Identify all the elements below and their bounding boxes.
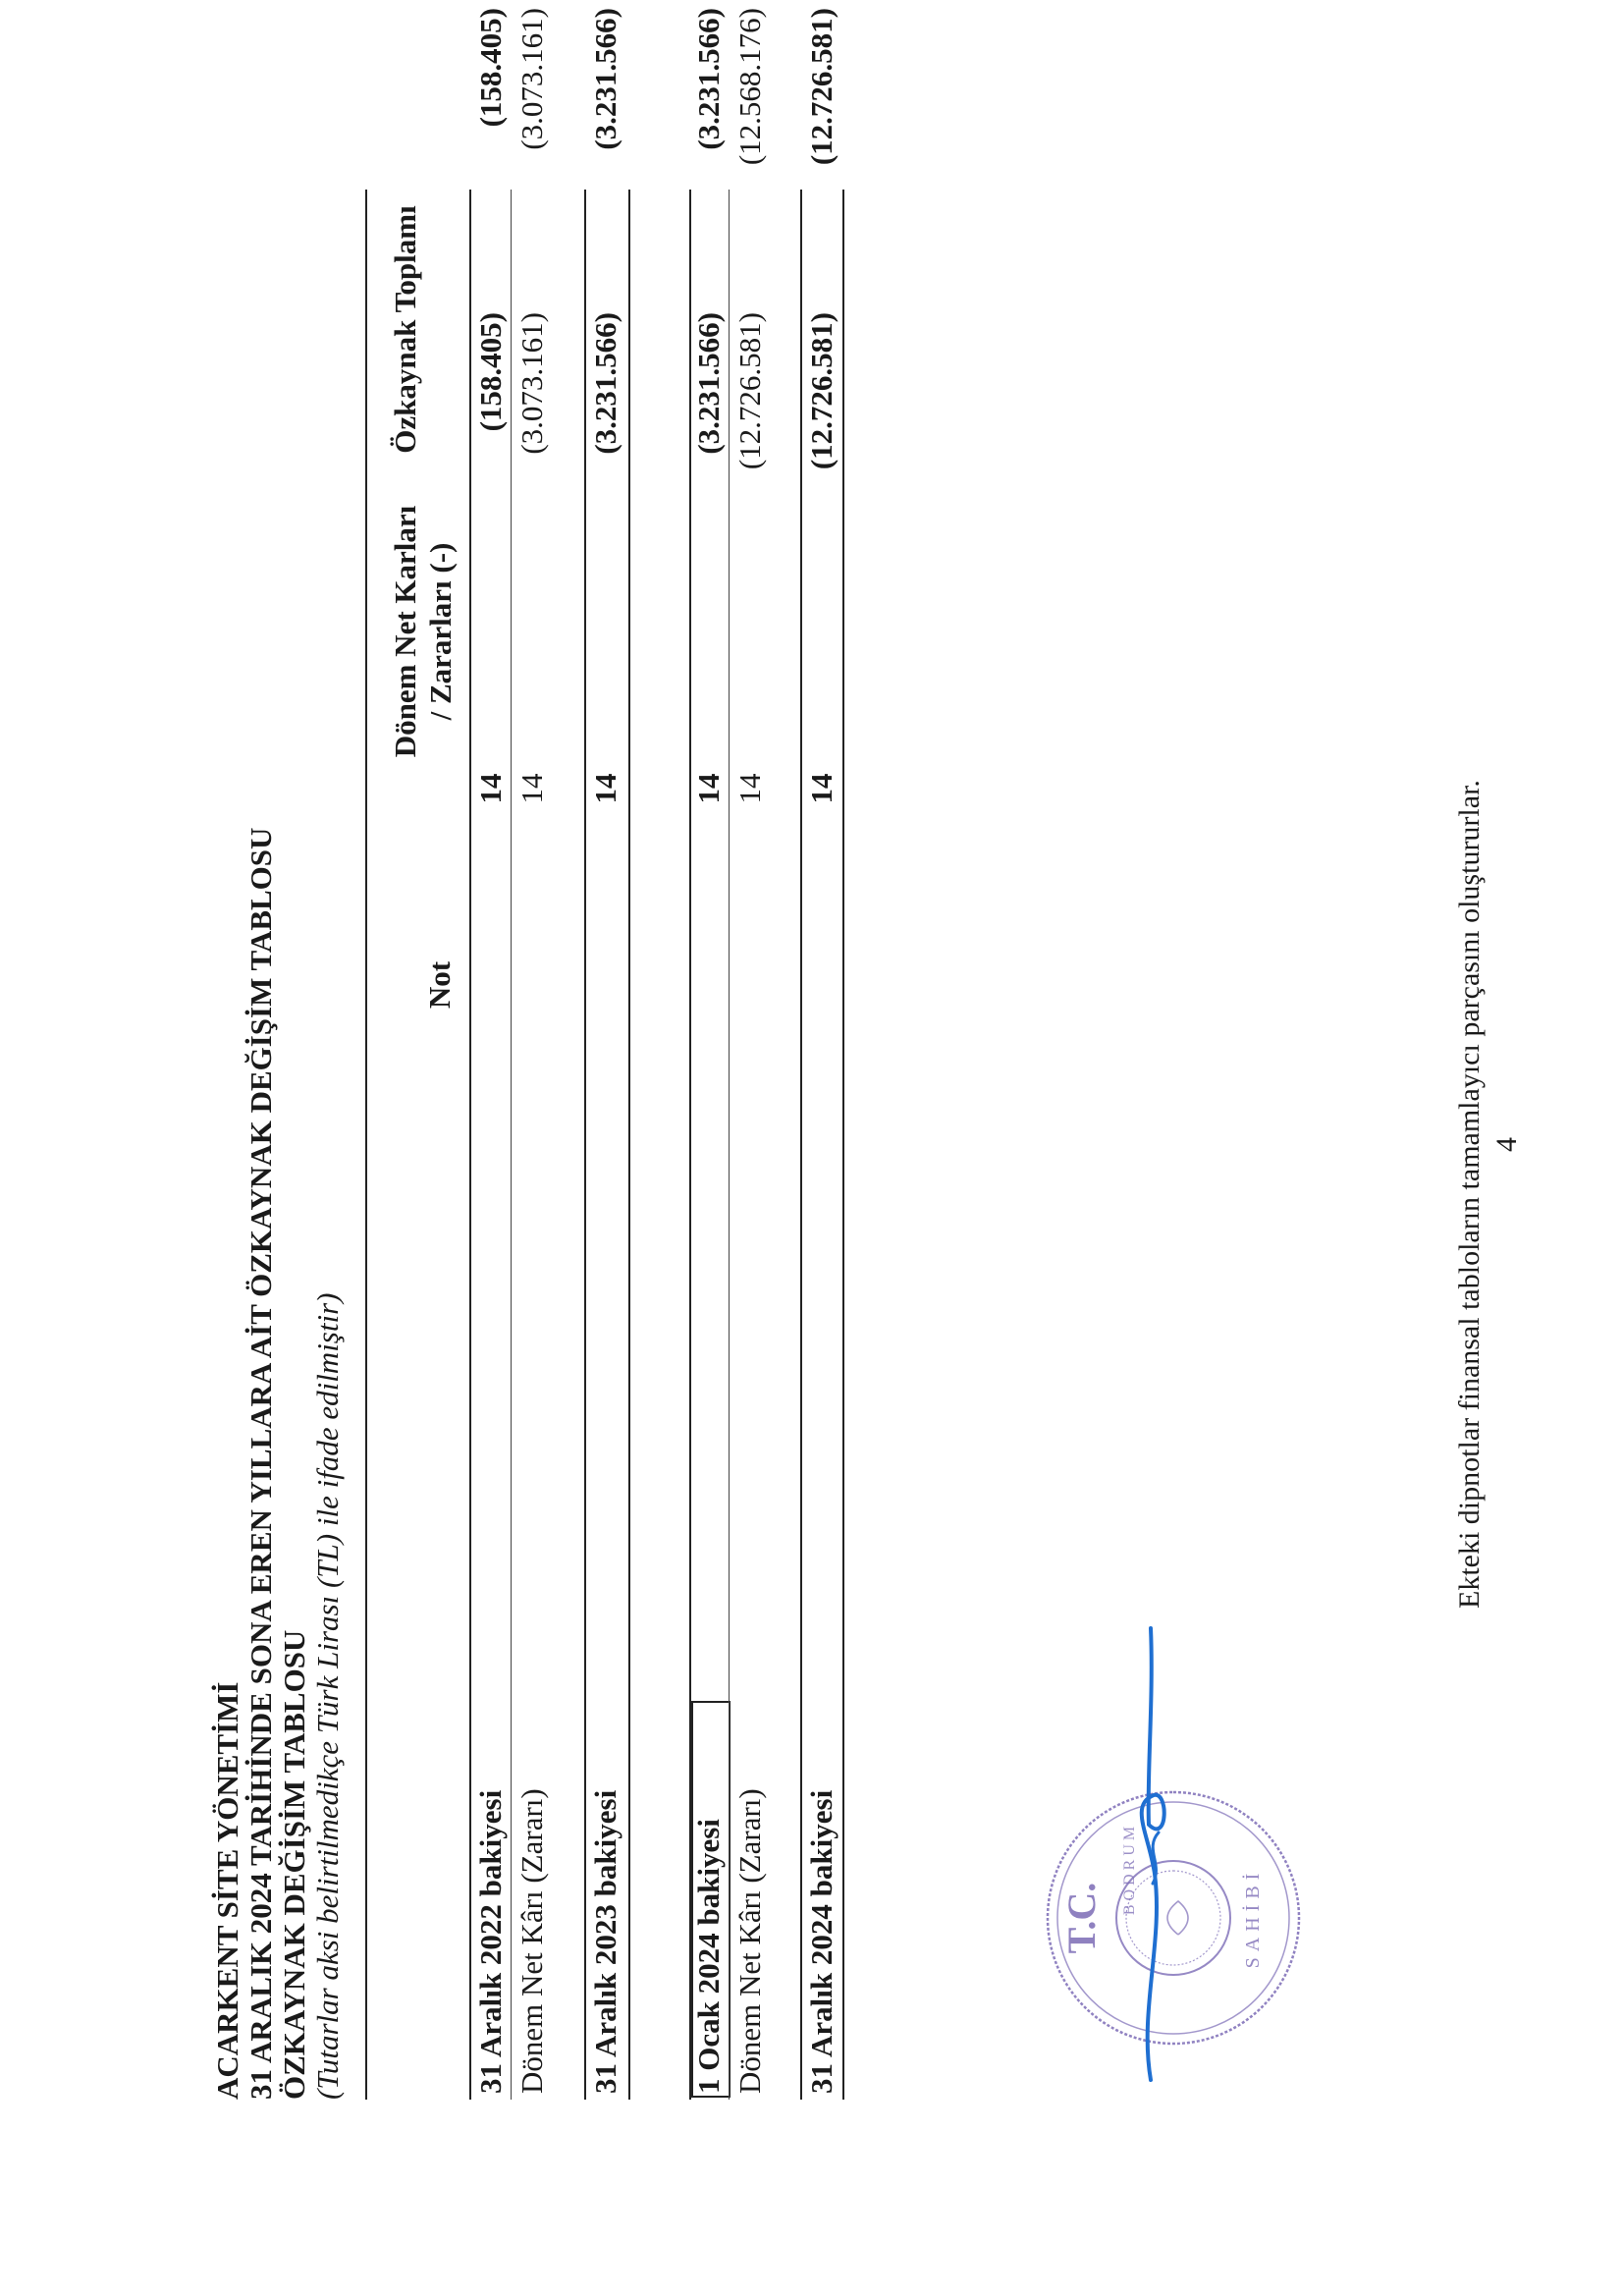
column-net-profit-line1: Dönem Net Karları <box>388 505 422 758</box>
seal-ring-bottom: SAHİBİ <box>1242 1867 1264 1969</box>
row-net: (3.073.161) <box>514 312 549 455</box>
table-row <box>586 8 625 2100</box>
row-label: Dönem Net Kârı (Zararı) <box>732 1788 767 2094</box>
table-row <box>471 8 511 2100</box>
seal-ring-top: BODRUM <box>1121 1822 1138 1916</box>
table-row <box>802 8 841 2100</box>
row-label: 31 Aralık 2023 bakiyesi <box>588 1789 622 2094</box>
row-net: (3.231.566) <box>691 312 726 455</box>
table-row <box>689 8 729 2100</box>
row-note: 14 <box>732 773 767 804</box>
table-row <box>513 8 552 2100</box>
section-rule <box>842 190 844 2100</box>
row-net: (12.726.581) <box>732 312 767 470</box>
table-row <box>730 8 770 2100</box>
row-note: 14 <box>514 773 549 804</box>
column-equity-total: Özkaynak Toplamı <box>388 205 422 454</box>
company-name: ACARKENT SİTE YÖNETİMİ <box>210 1681 244 2100</box>
row-note: 14 <box>691 773 726 804</box>
statement-title: 31 ARALIK 2024 TARİHİNDE SONA EREN YILLARA AİT ÖZKAYNAK DEĞİŞİM TABLOSU <box>243 827 278 2100</box>
statement-subtitle: ÖZKAYNAK DEĞİŞİM TABLOSU <box>277 1629 311 2100</box>
row-note: 14 <box>473 773 508 804</box>
row-note: 14 <box>588 773 622 804</box>
column-net-profit <box>388 489 459 774</box>
column-note: Not <box>422 960 457 1010</box>
row-total: (12.726.581) <box>804 8 839 166</box>
footnote: Ekteki dipnotlar finansal tabloların tamamlayıcı parçasını oluştururlar. <box>1453 780 1486 1609</box>
row-label: Dönem Net Kârı (Zararı) <box>514 1788 549 2094</box>
row-net: (3.231.566) <box>588 312 622 455</box>
row-total: (3.231.566) <box>691 8 726 150</box>
row-note: 14 <box>804 773 839 804</box>
row-net: (158.405) <box>473 312 508 432</box>
row-rule <box>729 190 730 2100</box>
row-total: (158.405) <box>473 8 508 128</box>
column-net-profit-line2: / Zararları (-) <box>423 542 458 721</box>
row-label: 31 Aralık 2022 bakiyesi <box>473 1789 508 2094</box>
document-header <box>211 828 345 2100</box>
row-total: (3.231.566) <box>588 8 622 150</box>
page-number: 4 <box>1490 1137 1523 1152</box>
section-rule <box>628 190 630 2100</box>
row-label: 31 Aralık 2024 bakiyesi <box>804 1789 839 2094</box>
row-net: (12.726.581) <box>804 312 839 470</box>
row-label: 1 Ocak 2024 bakiyesi <box>691 1819 726 2094</box>
header-rule <box>365 190 367 2100</box>
currency-note: (Tutarlar aksi belirtilmedikçe Türk Lirası (TL) ile ifade edilmiştir) <box>310 1292 345 2100</box>
row-total: (12.568.176) <box>732 8 767 166</box>
row-total: (3.073.161) <box>514 8 549 150</box>
seal-initials: T.C. <box>1059 1882 1104 1954</box>
row-rule <box>511 190 512 2100</box>
signature <box>1109 1618 1198 2090</box>
